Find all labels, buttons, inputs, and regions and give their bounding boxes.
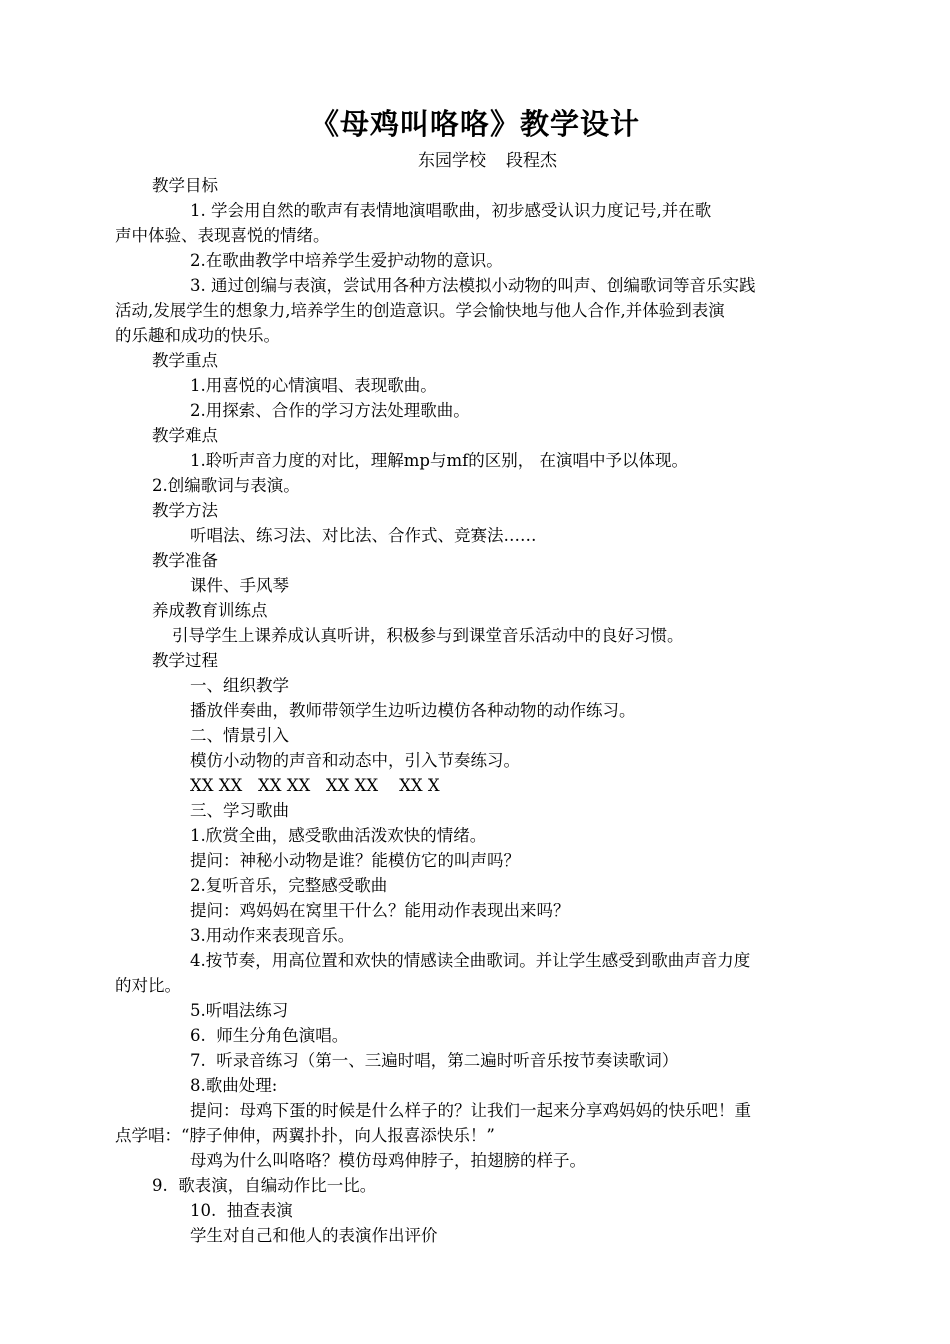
paragraph-line: 的乐趣和成功的快乐。 xyxy=(115,326,280,345)
paragraph-line: 提问：神秘小动物是谁？能模仿它的叫声吗？ xyxy=(190,851,520,870)
subsection-heading: 三、学习歌曲 xyxy=(190,801,289,820)
paragraph-line: 听唱法、练习法、对比法、合作式、竞赛法…… xyxy=(190,526,537,545)
paragraph-line: 4.按节奏，用高位置和欢快的情感读全曲歌词。并让学生感受到歌曲声音力度 xyxy=(190,951,751,970)
paragraph-line: 母鸡为什么叫咯咯？模仿母鸡伸脖子，拍翅膀的样子。 xyxy=(190,1151,586,1170)
paragraph-line: 的对比。 xyxy=(115,976,181,995)
paragraph-line: 活动,发展学生的想象力,培养学生的创造意识。学会愉快地与他人合作,并体验到表演 xyxy=(115,301,725,320)
paragraph-line: 8.歌曲处理: xyxy=(190,1076,278,1095)
paragraph-line: 1.欣赏全曲，感受歌曲活泼欢快的情绪。 xyxy=(190,826,487,845)
document-title: 《母鸡叫咯咯》教学设计 xyxy=(309,107,640,141)
paragraph-line: 9. 歌表演，自编动作比一比。 xyxy=(152,1176,377,1195)
paragraph-line: 声中体验、表现喜悦的情绪。 xyxy=(115,226,330,245)
paragraph-line: 学生对自己和他人的表演作出评价 xyxy=(190,1226,438,1245)
paragraph-line: 10. 抽查表演 xyxy=(190,1201,293,1220)
author-line xyxy=(418,150,577,172)
paragraph-line: 5.听唱法练习 xyxy=(190,1001,289,1020)
section-heading: 养成教育训练点 xyxy=(152,601,268,620)
section-heading: 教学目标 xyxy=(152,176,218,195)
paragraph-line: 模仿小动物的声音和动态中，引入节奏练习。 xyxy=(190,751,520,770)
section-heading: 教学方法 xyxy=(152,501,218,520)
paragraph-line: 提问：母鸡下蛋的时候是什么样子的？让我们一起来分享鸡妈妈的快乐吧！重 xyxy=(190,1101,751,1120)
section-heading: 教学准备 xyxy=(152,551,218,570)
paragraph-line: 1. 学会用自然的歌声有表情地演唱歌曲，初步感受认识力度记号,并在歌 xyxy=(190,201,712,220)
rhythm-pattern: XX XX XX XX XX XX XX X xyxy=(190,776,440,795)
section-heading: 教学难点 xyxy=(152,426,218,445)
paragraph-line: 引导学生上课养成认真听讲，积极参与到课堂音乐活动中的良好习惯。 xyxy=(172,626,684,645)
section-heading: 教学重点 xyxy=(152,351,218,370)
paragraph-line: 7. 听录音练习（第一、三遍时唱，第二遍时听音乐按节奏读歌词） xyxy=(190,1051,679,1070)
subsection-heading: 一、组织教学 xyxy=(190,676,289,695)
paragraph-line: 3.用动作来表现音乐。 xyxy=(190,926,355,945)
paragraph-line: 点学唱：“脖子伸伸，两翼扑扑，向人报喜添快乐！” xyxy=(115,1126,495,1145)
paragraph-line: 播放伴奏曲，教师带领学生边听边模仿各种动物的动作练习。 xyxy=(190,701,636,720)
section-heading: 教学过程 xyxy=(152,651,218,670)
paragraph-line: 提问：鸡妈妈在窝里干什么？能用动作表现出来吗？ xyxy=(190,901,570,920)
author-name: 段程杰 xyxy=(506,151,557,171)
paragraph-line: 2.用探索、合作的学习方法处理歌曲。 xyxy=(190,401,470,420)
paragraph-line: 2.在歌曲教学中培养学生爱护动物的意识。 xyxy=(190,251,503,270)
paragraph-line: 3. 通过创编与表演，尝试用各种方法模拟小动物的叫声、创编歌词等音乐实践 xyxy=(190,276,756,295)
paragraph-line: 2.创编歌词与表演。 xyxy=(152,476,300,495)
subsection-heading: 二、情景引入 xyxy=(190,726,289,745)
paragraph-line: 课件、手风琴 xyxy=(190,576,289,595)
paragraph-line: 1.用喜悦的心情演唱、表现歌曲。 xyxy=(190,376,437,395)
paragraph-line: 2.复听音乐，完整感受歌曲 xyxy=(190,876,388,895)
school-name: 东园学校 xyxy=(418,151,486,171)
paragraph-line: 1.聆听声音力度的对比，理解mp与mf的区别， 在演唱中予以体现。 xyxy=(190,451,688,470)
paragraph-line: 6. 师生分角色演唱。 xyxy=(190,1026,349,1045)
